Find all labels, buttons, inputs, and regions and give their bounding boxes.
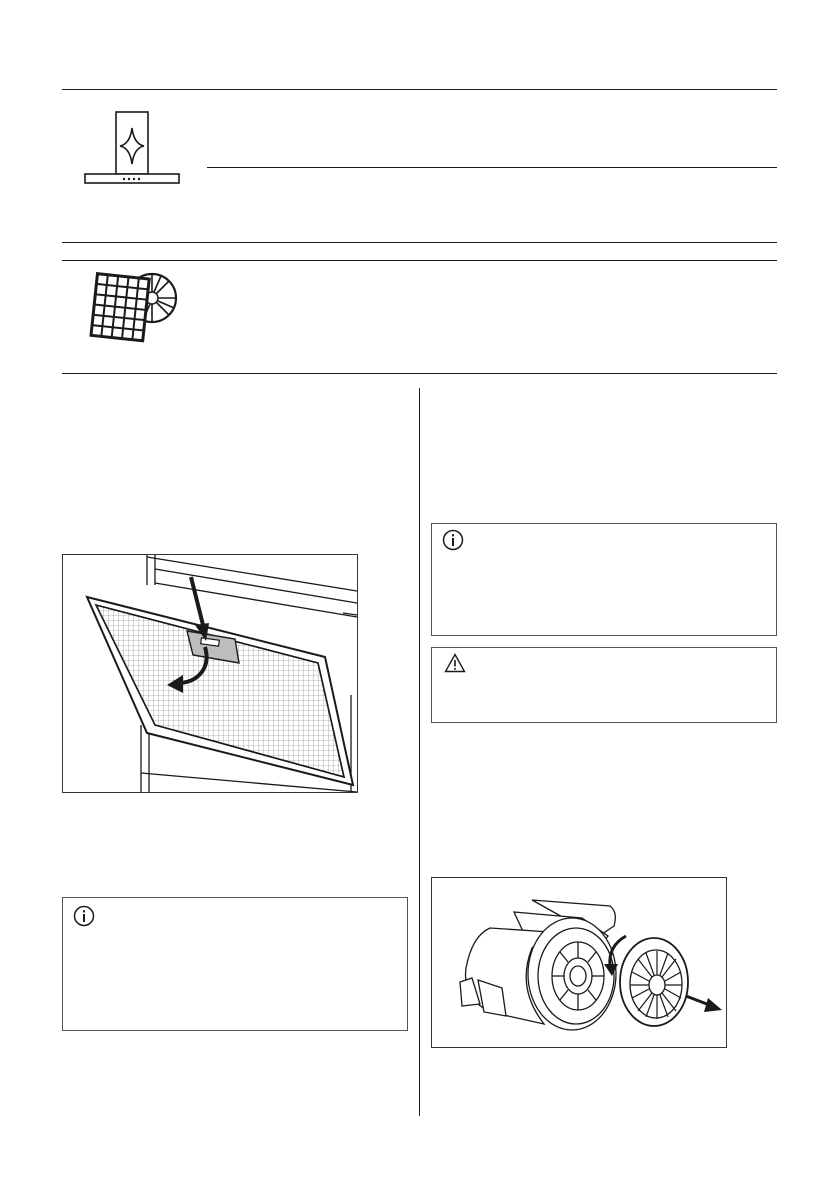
- info-note-box: [62, 897, 408, 1031]
- grease-filter-removal-illustration: [63, 555, 357, 792]
- warning-note-box: [431, 647, 777, 723]
- carbon-filter-removal-illustration: [432, 878, 726, 1047]
- info-icon: [442, 529, 464, 551]
- section-bottom-rule: [62, 373, 777, 374]
- hood-cleaning-icon: [82, 108, 182, 188]
- grease-filter-figure: [62, 554, 358, 793]
- column-divider: [419, 388, 420, 1116]
- info-note-box: [431, 523, 777, 636]
- section-bottom-rule: [62, 242, 777, 243]
- section-top-rule: [62, 89, 777, 90]
- section-top-rule: [62, 260, 777, 261]
- carbon-filter-figure: [431, 877, 727, 1048]
- carbon-filter-icon: [80, 266, 180, 348]
- warning-triangle-icon: [444, 653, 466, 673]
- section-inner-rule: [207, 167, 777, 168]
- info-icon: [73, 905, 95, 927]
